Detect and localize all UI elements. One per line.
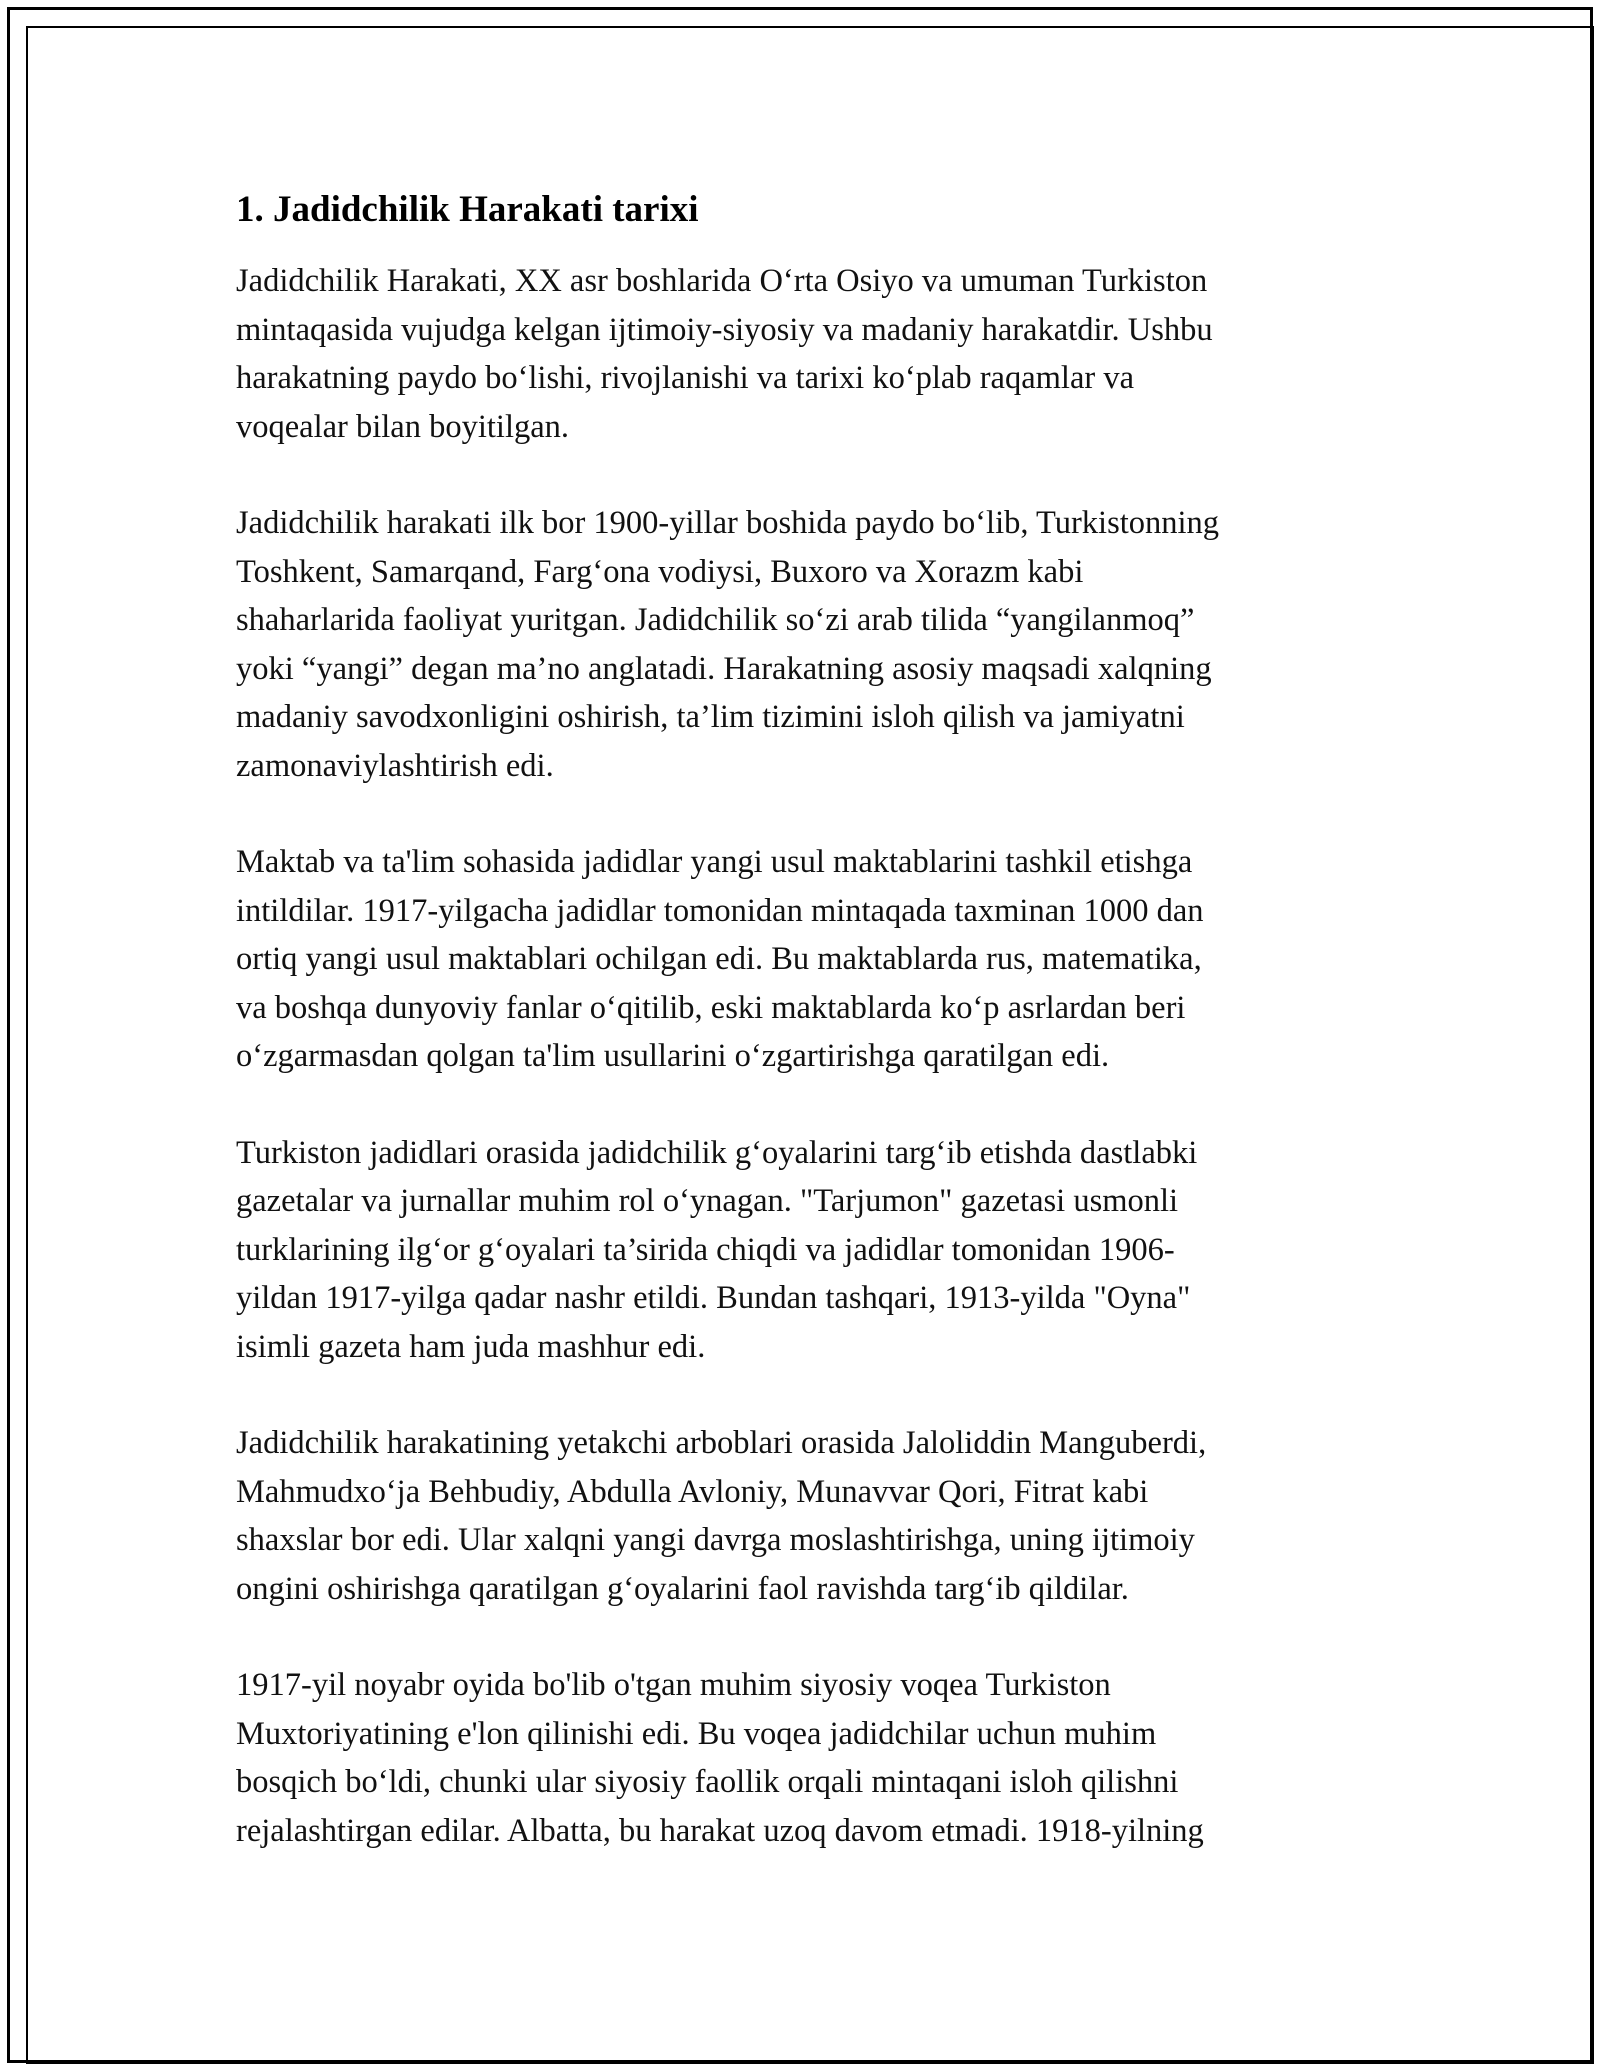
paragraph-line: Turkiston jadidlari orasida jadidchilik g‘oyalarini targ‘ib etishda dastlabki: [236, 1134, 1198, 1171]
paragraph-line: bosqich bo‘ldi, chunki ular siyosiy faollik orqali mintaqani isloh qilishni: [236, 1764, 1179, 1800]
paragraph: [236, 257, 1356, 451]
paragraph-line: Maktab va ta'lim sohasida jadidlar yangi usul maktablarini tashkil etishga: [236, 844, 1193, 880]
paragraph-line: Jadidchilik harakati ilk bor 1900-yillar boshida paydo bo‘lib, Turkistonning: [236, 505, 1220, 541]
paragraph-line: Muxtoriyatining e'lon qilinishi edi. Bu voqea jadidchilar uchun muhim: [236, 1715, 1157, 1752]
paragraph-line: ongini oshirishga qaratilgan g‘oyalarini faol ravishda targ‘ib qildilar.: [236, 1570, 1129, 1607]
paragraph-line: gazetalar va jurnallar muhim rol o‘ynagan. "Tarjumon" gazetasi usmonli: [236, 1183, 1179, 1219]
paragraph: [236, 499, 1356, 790]
paragraph-line: zamonaviylashtirish edi.: [236, 747, 554, 784]
paragraph-line: o‘zgarmasdan qolgan ta'lim usullarini o‘zgartirishga qaratilgan edi.: [236, 1038, 1110, 1074]
paragraph-line: turklarining ilg‘or g‘oyalari ta’sirida chiqdi va jadidlar tomonidan 1906-: [236, 1231, 1175, 1268]
paragraph-line: isimli gazeta ham juda mashhur edi.: [236, 1328, 706, 1365]
paragraph: [236, 1419, 1356, 1613]
paragraph-line: harakatning paydo bo‘lishi, rivojlanishi va tarixi ko‘plab raqamlar va: [236, 360, 1135, 396]
paragraph-line: Jadidchilik harakatining yetakchi arboblari orasida Jaloliddin Manguberdi,: [236, 1425, 1207, 1461]
paragraph-line: Mahmudxo‘ja Behbudiy, Abdulla Avloniy, Munavvar Qori, Fitrat kabi: [236, 1473, 1149, 1510]
paragraph-line: yoki “yangi” degan ma’no anglatadi. Harakatning asosiy maqsadi xalqning: [236, 650, 1212, 687]
paragraph-line: madaniy savodxonligini oshirish, ta’lim tizimini isloh qilish va jamiyatni: [236, 699, 1185, 735]
paragraph: [236, 1661, 1356, 1855]
paragraph-line: rejalashtirgan edilar. Albatta, bu harakat uzoq davom etmadi. 1918-yilning: [236, 1812, 1204, 1849]
paragraph-line: shaharlarida faoliyat yuritgan. Jadidchilik so‘zi arab tilida “yangilanmoq”: [236, 602, 1195, 638]
paragraph-line: yildan 1917-yilga qadar nashr etildi. Bundan tashqari, 1913-yilda "Oyna": [236, 1280, 1191, 1316]
paragraph-line: Toshkent, Samarqand, Farg‘ona vodiysi, Buxoro va Xorazm kabi: [236, 553, 1084, 590]
paragraph-line: shaxslar bor edi. Ular xalqni yangi davrga moslashtirishga, uning ijtimoiy: [236, 1522, 1195, 1558]
paragraph-line: mintaqasida vujudga kelgan ijtimoiy-siyosiy va madaniy harakatdir. Ushbu: [236, 311, 1213, 348]
paragraph-line: va boshqa dunyoviy fanlar o‘qitilib, eski maktablarda ko‘p asrlardan beri: [236, 989, 1186, 1026]
paragraph-line: Jadidchilik Harakati, XX asr boshlarida O‘rta Osiyo va umuman Turkiston: [236, 263, 1208, 299]
paragraph-line: intildilar. 1917-yilgacha jadidlar tomonidan mintaqada taxminan 1000 dan: [236, 892, 1204, 929]
document-body: [236, 188, 1356, 1903]
paragraph: [236, 1129, 1356, 1372]
paragraph-line: voqealar bilan boyitilgan.: [236, 408, 570, 445]
page-title: 1. Jadidchilik Harakati tarixi: [236, 189, 699, 230]
paragraph: [236, 838, 1356, 1081]
paragraph-line: 1917-yil noyabr oyida bo'lib o'tgan muhim siyosiy voqea Turkiston: [236, 1667, 1111, 1703]
paragraph-list: [236, 257, 1356, 1855]
paragraph-line: ortiq yangi usul maktablari ochilgan edi. Bu maktablarda rus, matematika,: [236, 941, 1202, 977]
